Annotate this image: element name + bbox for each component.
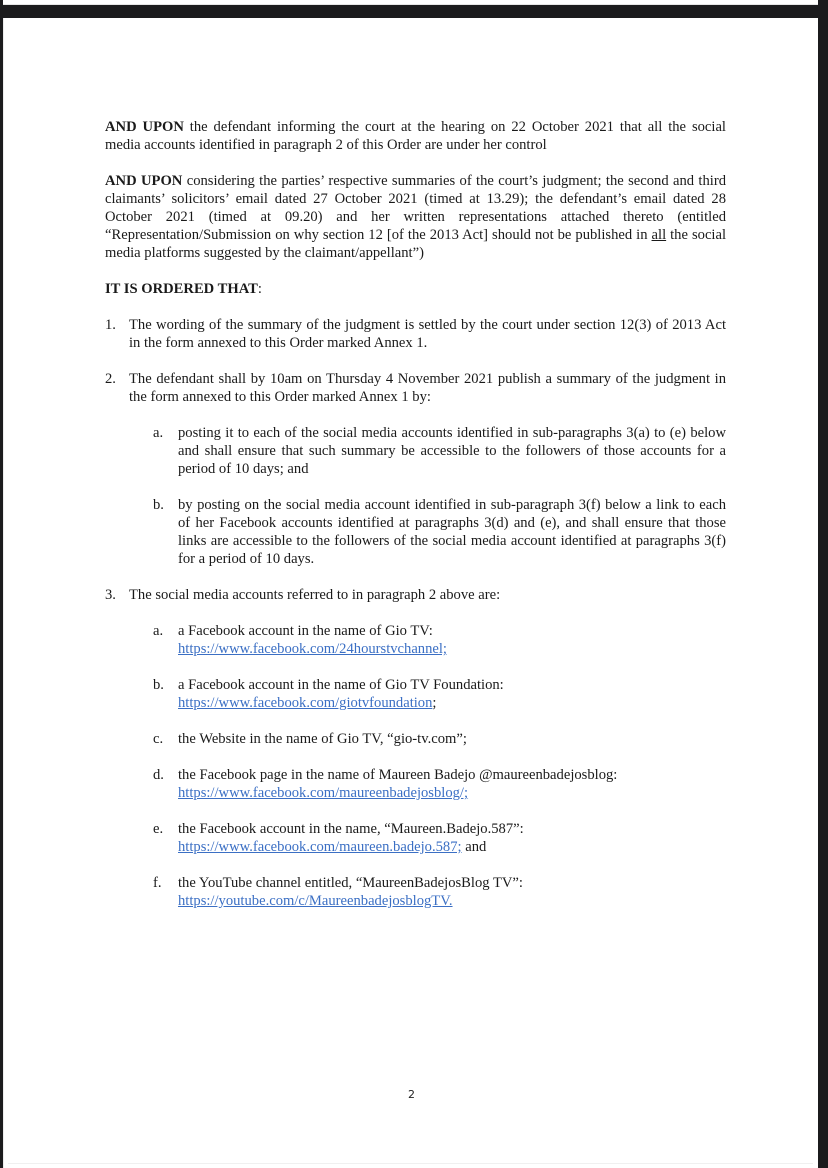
- subitem-letter: f.: [153, 875, 162, 891]
- account-description: the Website in the name of Gio TV, “gio-tv.com”;: [178, 731, 467, 747]
- order-number: 1.: [105, 317, 116, 333]
- link-suffix: and: [461, 839, 487, 855]
- account-description: a Facebook account in the name of Gio TV:: [178, 623, 433, 639]
- subitem-letter: e.: [153, 821, 164, 837]
- document-page: [3, 18, 820, 1168]
- subitem-letter: c.: [153, 731, 164, 747]
- subitem-letter: a.: [153, 623, 164, 639]
- account-description: the YouTube channel entitled, “MaureenBadejosBlog TV”:: [178, 875, 523, 891]
- account-link-maureen-badejo-587[interactable]: https://www.facebook.com/maureen.badejo.587;: [178, 839, 462, 855]
- account-item-d: [129, 766, 726, 802]
- order-2-subitems: [129, 424, 726, 568]
- previous-page-edge: [3, 0, 818, 5]
- page-number: 2: [408, 1088, 415, 1101]
- link-suffix: ;: [432, 695, 437, 711]
- recital-text: considering the parties’ respective summaries of the court’s judgment; the second and third claimants’ solicitors’ email dated 27 October 2021 (timed at 13.29); the defendant’s email dated 28 October 2021 (timed at 09.20) and her written representations attached thereto (entitled “Representation/Submission on why section 12 [of the 2013 Act] should not be published in: [105, 173, 726, 243]
- order-number: 2.: [105, 371, 116, 387]
- account-item-a: [129, 622, 726, 658]
- account-link-youtube[interactable]: https://youtube.com/c/MaureenbadejosblogTV.: [178, 893, 453, 909]
- orders-list: [105, 316, 726, 910]
- subitem-letter: b.: [153, 497, 164, 513]
- recital-2: [105, 172, 726, 262]
- order-item-2: [105, 370, 726, 568]
- page-content: [105, 118, 726, 928]
- order-text: The wording of the summary of the judgment is settled by the court under section 12(3) of 2013 Act in the form annexed to this Order marked Annex 1.: [129, 317, 726, 351]
- recital-lead: AND UPON: [105, 173, 183, 189]
- account-link-gio-tv-foundation[interactable]: https://www.facebook.com/giotvfoundation: [178, 695, 433, 711]
- ordered-heading: [105, 280, 726, 298]
- underlined-word: all: [651, 227, 667, 243]
- order-item-1: [105, 316, 726, 352]
- subitem-letter: b.: [153, 677, 164, 693]
- account-item-f: [129, 874, 726, 910]
- account-item-c: [129, 730, 726, 748]
- ordered-heading-colon: :: [257, 281, 262, 297]
- order-item-3: [105, 586, 726, 910]
- account-description: a Facebook account in the name of Gio TV Foundation:: [178, 677, 504, 693]
- subitem-letter: d.: [153, 767, 164, 783]
- account-link-gio-tv[interactable]: https://www.facebook.com/24hourstvchannel;: [178, 641, 447, 657]
- account-description: the Facebook account in the name, “Maureen.Badejo.587”:: [178, 821, 524, 837]
- account-item-b: [129, 676, 726, 712]
- account-description: the Facebook page in the name of Maureen Badejo @maureenbadejosblog:: [178, 767, 618, 783]
- recital-text: the defendant informing the court at the hearing on 22 October 2021 that all the social media accounts identified in paragraph 2 of this Order are under her control: [105, 119, 726, 153]
- ordered-heading-text: IT IS ORDERED THAT: [105, 281, 258, 297]
- subitem-text: posting it to each of the social media accounts identified in sub-paragraphs 3(a) to (e) below and shall ensure that such summary be accessible to the followers of those accounts for a period of 10 days; and: [178, 425, 726, 477]
- order-2-subitem-a: [129, 424, 726, 478]
- account-link-maureenbadejosblog[interactable]: https://www.facebook.com/maureenbadejosblog/;: [178, 785, 469, 801]
- page-bottom-edge: [8, 1163, 813, 1164]
- recital-1: [105, 118, 726, 154]
- order-text: The defendant shall by 10am on Thursday 4 November 2021 publish a summary of the judgment in the form annexed to this Order marked Annex 1 by:: [129, 371, 726, 405]
- viewer-right-gutter: [818, 0, 828, 1168]
- recital-text-end: the social media platforms suggested by the claimant/appellant”): [105, 227, 727, 261]
- order-text: The social media accounts referred to in paragraph 2 above are:: [129, 587, 501, 603]
- order-2-subitem-b: [129, 496, 726, 568]
- subitem-text: by posting on the social media account identified in sub-paragraph 3(f) below a link to each of her Facebook accounts identified at paragraphs 3(d) and (e), and shall ensure that those links are accessible to the followers of the social media account identified at paragraphs 3(f) for a period of 10 days.: [178, 497, 726, 567]
- order-number: 3.: [105, 587, 116, 603]
- account-item-e: [129, 820, 726, 856]
- subitem-letter: a.: [153, 425, 164, 441]
- social-accounts-list: [129, 622, 726, 910]
- recital-lead: AND UPON: [105, 119, 184, 135]
